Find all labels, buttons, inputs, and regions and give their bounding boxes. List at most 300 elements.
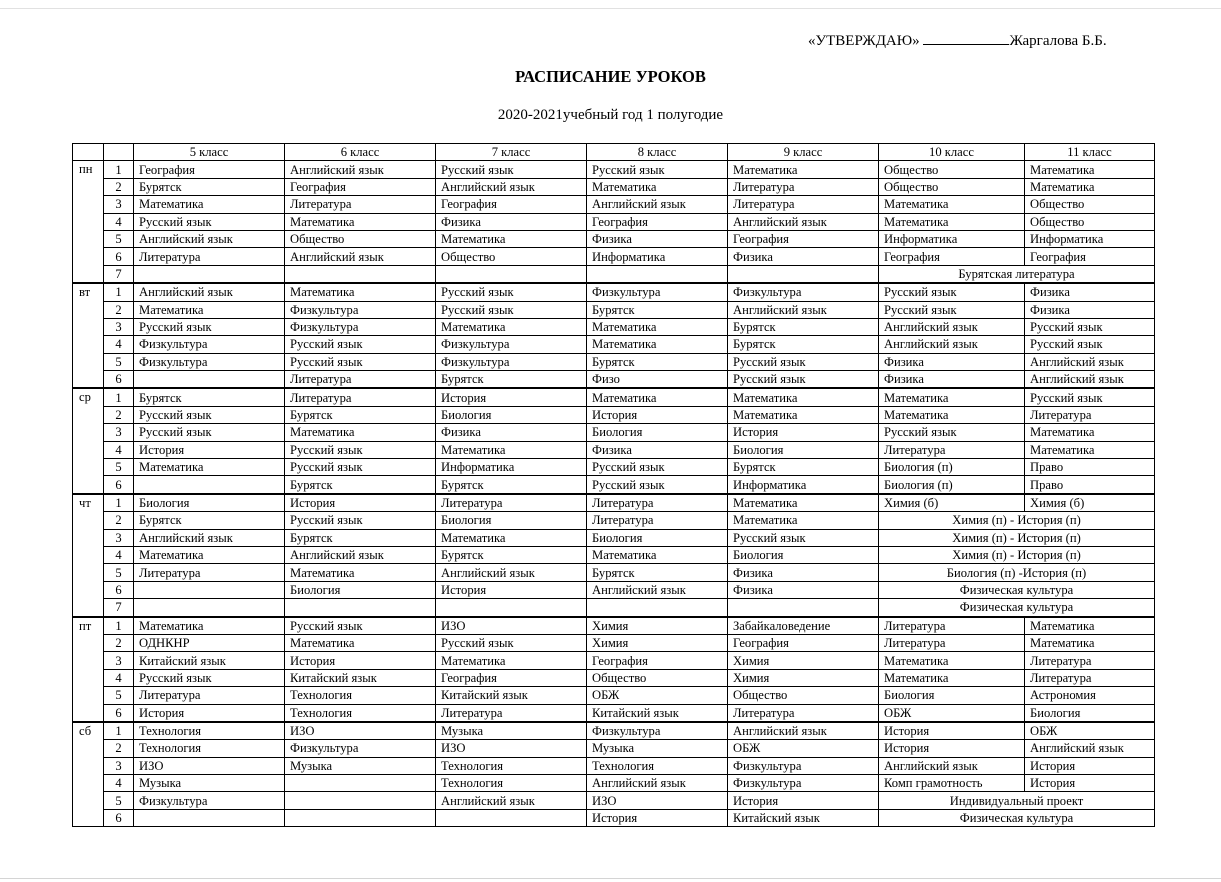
lesson-cell: Забайкаловедение bbox=[728, 617, 879, 635]
table-row bbox=[73, 476, 1155, 494]
merged-lesson-cell: Бурятская литература bbox=[879, 265, 1155, 283]
table-row bbox=[73, 687, 1155, 704]
merged-lesson-cell: Химия (п) - История (п) bbox=[879, 529, 1155, 546]
lesson-cell bbox=[285, 775, 436, 792]
lesson-cell: Английский язык bbox=[134, 529, 285, 546]
lesson-cell: География bbox=[134, 161, 285, 178]
lesson-cell: История bbox=[285, 494, 436, 512]
lesson-cell: Русский язык bbox=[728, 529, 879, 546]
lesson-cell: Литература bbox=[587, 494, 728, 512]
lesson-cell: Химия (б) bbox=[879, 494, 1025, 512]
lesson-cell: Английский язык bbox=[1025, 740, 1155, 757]
lesson-cell: Математика bbox=[134, 617, 285, 635]
lesson-cell: Русский язык bbox=[1025, 336, 1155, 353]
lesson-cell: Физкультура bbox=[134, 336, 285, 353]
lesson-cell: Математика bbox=[879, 669, 1025, 686]
lesson-cell: Литература bbox=[879, 441, 1025, 458]
lesson-cell: Математика bbox=[436, 441, 587, 458]
lesson-cell: Английский язык bbox=[285, 248, 436, 265]
table-row bbox=[73, 669, 1155, 686]
lesson-number: 3 bbox=[104, 196, 134, 213]
lesson-cell: Общество bbox=[879, 178, 1025, 195]
lesson-cell: Математика bbox=[587, 336, 728, 353]
lesson-cell: Физика bbox=[587, 441, 728, 458]
lesson-cell: География bbox=[587, 652, 728, 669]
lesson-cell: Английский язык bbox=[879, 336, 1025, 353]
bottom-divider bbox=[0, 878, 1221, 879]
lesson-cell: Литература bbox=[728, 704, 879, 722]
lesson-cell: Математика bbox=[436, 318, 587, 335]
table-row bbox=[73, 336, 1155, 353]
lesson-cell: Общество bbox=[436, 248, 587, 265]
lesson-cell: Биология bbox=[1025, 704, 1155, 722]
lesson-cell: История bbox=[436, 581, 587, 598]
lesson-cell: Физкультура bbox=[285, 301, 436, 318]
lesson-number: 4 bbox=[104, 669, 134, 686]
merged-lesson-cell: Физическая культура bbox=[879, 599, 1155, 617]
lesson-cell: Физика bbox=[728, 581, 879, 598]
lesson-cell: Бурятск bbox=[436, 546, 587, 563]
lesson-cell: Математика bbox=[1025, 634, 1155, 651]
lesson-cell: Биология bbox=[587, 529, 728, 546]
lesson-cell: Математика bbox=[587, 178, 728, 195]
lesson-cell bbox=[134, 371, 285, 389]
lesson-cell: Английский язык bbox=[436, 564, 587, 581]
lesson-cell: Физкультура bbox=[728, 283, 879, 301]
lesson-cell: ИЗО bbox=[134, 757, 285, 774]
lesson-cell: Право bbox=[1025, 459, 1155, 476]
lesson-cell: Право bbox=[1025, 476, 1155, 494]
lesson-cell: Физкультура bbox=[285, 740, 436, 757]
lesson-cell: Математика bbox=[285, 213, 436, 230]
merged-lesson-cell: Химия (п) - История (п) bbox=[879, 546, 1155, 563]
lesson-cell: Английский язык bbox=[728, 213, 879, 230]
lesson-cell bbox=[285, 792, 436, 809]
lesson-cell: Физкультура bbox=[134, 792, 285, 809]
lesson-cell: Математика bbox=[285, 564, 436, 581]
lesson-cell: Математика bbox=[436, 652, 587, 669]
lesson-cell: Математика bbox=[879, 213, 1025, 230]
table-row bbox=[73, 353, 1155, 370]
lesson-cell: Комп грамотность bbox=[879, 775, 1025, 792]
lesson-cell: Математика bbox=[285, 424, 436, 441]
lesson-cell: ОБЖ bbox=[879, 704, 1025, 722]
lesson-cell: История bbox=[134, 704, 285, 722]
lesson-cell: Химия bbox=[587, 634, 728, 651]
lesson-cell bbox=[285, 265, 436, 283]
lesson-cell: Математика bbox=[587, 318, 728, 335]
table-row bbox=[73, 792, 1155, 809]
lesson-number: 7 bbox=[104, 265, 134, 283]
lesson-cell: Русский язык bbox=[436, 161, 587, 178]
lesson-cell: Литература bbox=[1025, 652, 1155, 669]
lesson-cell: Математика bbox=[1025, 617, 1155, 635]
table-row bbox=[73, 406, 1155, 423]
lesson-cell: Китайский язык bbox=[134, 652, 285, 669]
lesson-cell: Физкультура bbox=[587, 283, 728, 301]
lesson-cell: Литература bbox=[436, 494, 587, 512]
lesson-cell: Английский язык bbox=[285, 546, 436, 563]
lesson-cell: География bbox=[1025, 248, 1155, 265]
lesson-cell: ИЗО bbox=[436, 617, 587, 635]
table-row bbox=[73, 722, 1155, 740]
table-row bbox=[73, 581, 1155, 598]
lesson-cell: Литература bbox=[134, 248, 285, 265]
lesson-cell: Физкультура bbox=[285, 318, 436, 335]
lesson-cell: Английский язык bbox=[879, 318, 1025, 335]
lesson-cell: Математика bbox=[134, 459, 285, 476]
lesson-cell: Биология (п) bbox=[879, 476, 1025, 494]
lesson-cell: Математика bbox=[1025, 441, 1155, 458]
table-row bbox=[73, 441, 1155, 458]
lesson-cell: ИЗО bbox=[436, 740, 587, 757]
lesson-cell: Бурятск bbox=[728, 459, 879, 476]
lesson-cell: Русский язык bbox=[285, 336, 436, 353]
lesson-cell: Математика bbox=[728, 161, 879, 178]
lesson-cell: Литература bbox=[587, 512, 728, 529]
lesson-number: 2 bbox=[104, 634, 134, 651]
lesson-cell: История bbox=[134, 441, 285, 458]
lesson-cell: Русский язык bbox=[285, 459, 436, 476]
lesson-cell: Астрономия bbox=[1025, 687, 1155, 704]
lesson-cell: История bbox=[1025, 757, 1155, 774]
lesson-cell: Технология bbox=[436, 757, 587, 774]
lesson-cell: Математика bbox=[728, 388, 879, 406]
table-row bbox=[73, 599, 1155, 617]
lesson-number: 1 bbox=[104, 617, 134, 635]
approval-line bbox=[808, 31, 1107, 50]
lesson-number: 5 bbox=[104, 564, 134, 581]
lesson-cell: Английский язык bbox=[285, 161, 436, 178]
lesson-cell: Математика bbox=[134, 196, 285, 213]
lesson-number: 1 bbox=[104, 283, 134, 301]
merged-lesson-cell: Физическая культура bbox=[879, 581, 1155, 598]
lesson-cell: Английский язык bbox=[879, 757, 1025, 774]
lesson-cell: Китайский язык bbox=[587, 704, 728, 722]
table-row bbox=[73, 318, 1155, 335]
lesson-number: 6 bbox=[104, 581, 134, 598]
lesson-number: 6 bbox=[104, 704, 134, 722]
page-title: РАСПИСАНИЕ УРОКОВ bbox=[515, 67, 706, 86]
table-row bbox=[73, 740, 1155, 757]
table-row bbox=[73, 512, 1155, 529]
lesson-cell: Бурятск bbox=[285, 406, 436, 423]
table-row bbox=[73, 546, 1155, 563]
table-row bbox=[73, 371, 1155, 389]
lesson-cell: Физика bbox=[1025, 301, 1155, 318]
lesson-cell: Математика bbox=[285, 283, 436, 301]
lesson-cell: География bbox=[285, 178, 436, 195]
table-row bbox=[73, 704, 1155, 722]
lesson-cell: История bbox=[728, 792, 879, 809]
lesson-cell: Литература bbox=[285, 196, 436, 213]
lesson-cell: Информатика bbox=[728, 476, 879, 494]
lesson-cell: Бурятск bbox=[285, 529, 436, 546]
lesson-cell: Математика bbox=[436, 529, 587, 546]
lesson-cell: Математика bbox=[728, 494, 879, 512]
lesson-cell: Русский язык bbox=[134, 213, 285, 230]
lesson-cell: Биология bbox=[285, 581, 436, 598]
lesson-cell: Литература bbox=[285, 388, 436, 406]
lesson-cell: Информатика bbox=[1025, 230, 1155, 247]
lesson-cell bbox=[134, 476, 285, 494]
table-row bbox=[73, 265, 1155, 283]
lesson-number: 5 bbox=[104, 792, 134, 809]
column-header: 10 класс bbox=[879, 144, 1025, 161]
lesson-cell: Английский язык bbox=[1025, 371, 1155, 389]
lesson-cell: Бурятск bbox=[285, 476, 436, 494]
lesson-cell: ОБЖ bbox=[587, 687, 728, 704]
lesson-cell: Физика bbox=[1025, 283, 1155, 301]
lesson-cell: Английский язык bbox=[134, 230, 285, 247]
lesson-cell: ОБЖ bbox=[728, 740, 879, 757]
lesson-cell: Русский язык bbox=[285, 512, 436, 529]
lesson-cell: История bbox=[1025, 775, 1155, 792]
lesson-number: 2 bbox=[104, 178, 134, 195]
lesson-cell: Литература bbox=[1025, 669, 1155, 686]
lesson-cell: Математика bbox=[587, 546, 728, 563]
lesson-cell: Литература bbox=[728, 178, 879, 195]
day-label: ср bbox=[73, 388, 104, 493]
lesson-cell: Физкультура bbox=[436, 353, 587, 370]
lesson-cell: Математика bbox=[879, 388, 1025, 406]
approve-label: «УТВЕРЖДАЮ» bbox=[808, 33, 920, 49]
table-row bbox=[73, 617, 1155, 635]
lesson-number: 3 bbox=[104, 529, 134, 546]
lesson-cell: Бурятск bbox=[587, 353, 728, 370]
lesson-number: 1 bbox=[104, 388, 134, 406]
lesson-cell: Русский язык bbox=[728, 353, 879, 370]
column-header: 11 класс bbox=[1025, 144, 1155, 161]
table-row bbox=[73, 494, 1155, 512]
lesson-cell: Китайский язык bbox=[436, 687, 587, 704]
lesson-cell: Биология bbox=[436, 512, 587, 529]
lesson-cell: Бурятск bbox=[728, 318, 879, 335]
lesson-number: 5 bbox=[104, 353, 134, 370]
lesson-cell: Математика bbox=[134, 301, 285, 318]
lesson-cell bbox=[728, 599, 879, 617]
lesson-cell: Музыка bbox=[436, 722, 587, 740]
lesson-cell: Технология bbox=[285, 687, 436, 704]
lesson-cell: Русский язык bbox=[134, 318, 285, 335]
lesson-cell: История bbox=[879, 722, 1025, 740]
lesson-cell: Бурятск bbox=[436, 476, 587, 494]
lesson-cell bbox=[587, 265, 728, 283]
lesson-cell bbox=[134, 581, 285, 598]
lesson-number: 3 bbox=[104, 318, 134, 335]
lesson-cell: Технология bbox=[134, 740, 285, 757]
lesson-cell: Математика bbox=[1025, 161, 1155, 178]
lesson-number: 3 bbox=[104, 424, 134, 441]
lesson-cell: Физика bbox=[728, 564, 879, 581]
lesson-cell: Физика bbox=[728, 248, 879, 265]
lesson-cell: Технология bbox=[285, 704, 436, 722]
table-row bbox=[73, 459, 1155, 476]
table-row bbox=[73, 230, 1155, 247]
column-header: 8 класс bbox=[587, 144, 728, 161]
lesson-cell: Математика bbox=[436, 230, 587, 247]
lesson-number: 3 bbox=[104, 652, 134, 669]
lesson-cell: История bbox=[285, 652, 436, 669]
merged-lesson-cell: Физическая культура bbox=[879, 809, 1155, 826]
lesson-cell: Русский язык bbox=[879, 424, 1025, 441]
lesson-cell: Русский язык bbox=[285, 441, 436, 458]
lesson-number: 2 bbox=[104, 301, 134, 318]
table-row bbox=[73, 424, 1155, 441]
lesson-cell: Информатика bbox=[879, 230, 1025, 247]
lesson-cell: Английский язык bbox=[728, 722, 879, 740]
lesson-cell: История bbox=[728, 424, 879, 441]
lesson-cell: Информатика bbox=[587, 248, 728, 265]
lesson-cell bbox=[134, 599, 285, 617]
lesson-number: 6 bbox=[104, 809, 134, 826]
lesson-cell: Бурятск bbox=[134, 388, 285, 406]
lesson-cell: История bbox=[879, 740, 1025, 757]
table-row bbox=[73, 161, 1155, 178]
lesson-cell: Физика bbox=[587, 230, 728, 247]
lesson-number: 2 bbox=[104, 406, 134, 423]
lesson-cell: ИЗО bbox=[587, 792, 728, 809]
lesson-cell: Биология bbox=[728, 441, 879, 458]
day-label: вт bbox=[73, 283, 104, 388]
lesson-cell: Русский язык bbox=[587, 476, 728, 494]
lesson-cell: Английский язык bbox=[436, 178, 587, 195]
lesson-number: 4 bbox=[104, 213, 134, 230]
schedule-table bbox=[72, 143, 1155, 827]
lesson-number: 4 bbox=[104, 775, 134, 792]
lesson-cell: История bbox=[587, 406, 728, 423]
day-label: сб bbox=[73, 722, 104, 827]
lesson-cell: Литература bbox=[1025, 406, 1155, 423]
day-label: пн bbox=[73, 161, 104, 283]
lesson-cell: Литература bbox=[728, 196, 879, 213]
lesson-cell: География bbox=[728, 634, 879, 651]
lesson-cell bbox=[587, 599, 728, 617]
table-row bbox=[73, 196, 1155, 213]
lesson-cell: Технология bbox=[134, 722, 285, 740]
lesson-cell: Биология bbox=[134, 494, 285, 512]
lesson-cell: Русский язык bbox=[436, 634, 587, 651]
column-header: 9 класс bbox=[728, 144, 879, 161]
day-label: пт bbox=[73, 617, 104, 722]
lesson-cell: География bbox=[587, 213, 728, 230]
table-row bbox=[73, 283, 1155, 301]
lesson-cell: ОБЖ bbox=[1025, 722, 1155, 740]
lesson-cell: Химия bbox=[728, 669, 879, 686]
lesson-number: 2 bbox=[104, 512, 134, 529]
lesson-cell: Общество bbox=[879, 161, 1025, 178]
page-subtitle: 2020-2021учебный год 1 полугодие bbox=[497, 107, 724, 123]
day-label: чт bbox=[73, 494, 104, 617]
lesson-cell: Русский язык bbox=[134, 424, 285, 441]
lesson-cell: Биология bbox=[587, 424, 728, 441]
lesson-cell: Английский язык bbox=[728, 301, 879, 318]
lesson-cell: Литература bbox=[879, 617, 1025, 635]
lesson-cell: Физкультура bbox=[134, 353, 285, 370]
lesson-cell: Литература bbox=[879, 634, 1025, 651]
lesson-cell: Русский язык bbox=[879, 283, 1025, 301]
lesson-number: 1 bbox=[104, 161, 134, 178]
lesson-cell: Русский язык bbox=[587, 161, 728, 178]
lesson-number: 5 bbox=[104, 230, 134, 247]
header-empty-cell bbox=[104, 144, 134, 161]
lesson-cell: Английский язык bbox=[1025, 353, 1155, 370]
lesson-cell: Русский язык bbox=[587, 459, 728, 476]
lesson-cell: Бурятск bbox=[587, 564, 728, 581]
lesson-cell: Русский язык bbox=[1025, 318, 1155, 335]
lesson-cell: История bbox=[436, 388, 587, 406]
lesson-cell: Бурятск bbox=[728, 336, 879, 353]
lesson-cell: ИЗО bbox=[285, 722, 436, 740]
lesson-cell: Английский язык bbox=[587, 581, 728, 598]
lesson-cell: Музыка bbox=[134, 775, 285, 792]
lesson-cell: Физкультура bbox=[728, 775, 879, 792]
lesson-cell: Китайский язык bbox=[728, 809, 879, 826]
lesson-cell: Биология bbox=[879, 687, 1025, 704]
lesson-cell bbox=[728, 265, 879, 283]
lesson-cell: Английский язык bbox=[587, 196, 728, 213]
signature-blank bbox=[923, 31, 1009, 45]
top-divider bbox=[0, 8, 1221, 9]
lesson-number: 5 bbox=[104, 459, 134, 476]
merged-lesson-cell: Химия (п) - История (п) bbox=[879, 512, 1155, 529]
lesson-cell: Музыка bbox=[285, 757, 436, 774]
approver-name: Жаргалова Б.Б. bbox=[1009, 33, 1107, 49]
column-header: 5 класс bbox=[134, 144, 285, 161]
lesson-cell: Русский язык bbox=[879, 301, 1025, 318]
lesson-cell: Английский язык bbox=[436, 792, 587, 809]
column-header: 7 класс bbox=[436, 144, 587, 161]
lesson-cell: Математика bbox=[879, 406, 1025, 423]
lesson-cell bbox=[436, 809, 587, 826]
lesson-cell: Химия (б) bbox=[1025, 494, 1155, 512]
lesson-cell: Математика bbox=[728, 406, 879, 423]
table-row bbox=[73, 564, 1155, 581]
lesson-cell: Литература bbox=[436, 704, 587, 722]
lesson-cell: Китайский язык bbox=[285, 669, 436, 686]
lesson-cell: География bbox=[728, 230, 879, 247]
lesson-cell bbox=[285, 599, 436, 617]
lesson-number: 6 bbox=[104, 476, 134, 494]
lesson-cell: Бурятск bbox=[134, 512, 285, 529]
table-header-row bbox=[73, 144, 1155, 161]
lesson-cell: Математика bbox=[879, 652, 1025, 669]
lesson-number: 5 bbox=[104, 687, 134, 704]
lesson-cell: Английский язык bbox=[134, 283, 285, 301]
lesson-cell: Общество bbox=[587, 669, 728, 686]
lesson-cell: Общество bbox=[1025, 196, 1155, 213]
table-row bbox=[73, 388, 1155, 406]
lesson-number: 2 bbox=[104, 740, 134, 757]
lesson-cell: Математика bbox=[1025, 424, 1155, 441]
lesson-number: 3 bbox=[104, 757, 134, 774]
lesson-number: 4 bbox=[104, 336, 134, 353]
lesson-cell: Математика bbox=[134, 546, 285, 563]
lesson-cell: Литература bbox=[134, 687, 285, 704]
lesson-cell: Биология bbox=[436, 406, 587, 423]
lesson-cell: Физика bbox=[436, 213, 587, 230]
lesson-cell: Физкультура bbox=[587, 722, 728, 740]
lesson-number: 4 bbox=[104, 546, 134, 563]
lesson-cell: Русский язык bbox=[134, 669, 285, 686]
lesson-cell: Русский язык bbox=[436, 283, 587, 301]
lesson-cell: ОДНКНР bbox=[134, 634, 285, 651]
lesson-cell: Математика bbox=[728, 512, 879, 529]
lesson-cell: Общество bbox=[1025, 213, 1155, 230]
lesson-cell: Химия bbox=[728, 652, 879, 669]
lesson-cell bbox=[134, 265, 285, 283]
lesson-cell: Физика bbox=[879, 353, 1025, 370]
